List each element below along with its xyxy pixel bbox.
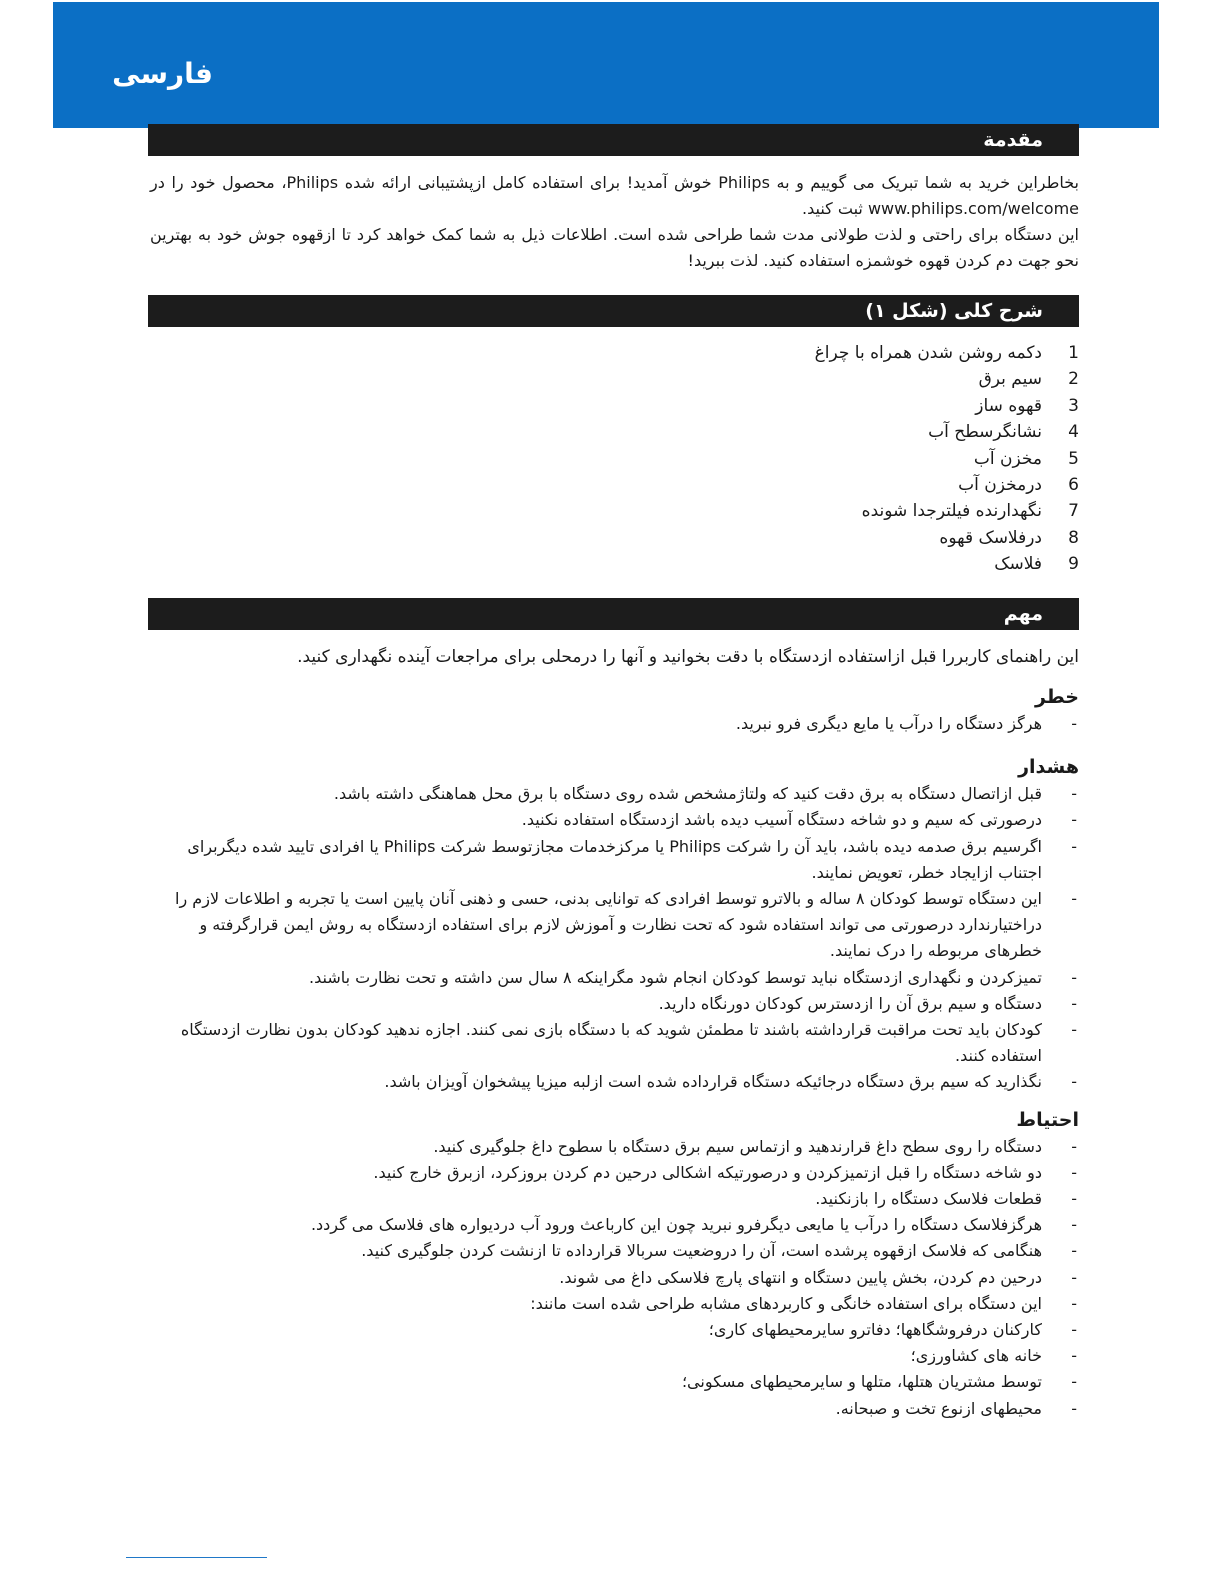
bullet-dash: -	[1071, 784, 1077, 804]
warning-heading: هشدار	[1018, 756, 1079, 779]
bullet-dash: -	[1071, 1293, 1077, 1313]
bullet-dash: -	[1071, 1215, 1077, 1235]
bullet-text: هرگز دستگاه را درآب یا مایع دیگری فرو نبرید.	[735, 714, 1042, 733]
language-header-banner	[53, 2, 1159, 128]
bullet-text: درحین دم کردن، بخش پایین دستگاه و انتهای پارچ فلاسکی داغ می شوند.	[559, 1267, 1042, 1287]
part-label: فلاسک	[994, 554, 1042, 575]
parts-list-item	[150, 498, 1079, 524]
footer-rule	[126, 1557, 267, 1558]
bullet-text: دستگاه را روی سطح داغ قرارندهید و ازتماس سیم برق دستگاه با سطوح داغ جلوگیری کنید.	[433, 1136, 1042, 1156]
bullet-dash: -	[1071, 1346, 1077, 1366]
parts-list	[150, 340, 1079, 578]
bullet-dash: -	[1071, 993, 1077, 1013]
bullet-text: توسط مشتریان هتلها، متلها و سایرمحیطهای مسکونی؛	[681, 1372, 1042, 1392]
part-number: 9	[1068, 554, 1079, 575]
bullet-text: هنگامی که فلاسک ازقهوه پرشده است، آن را دروضعیت سربالا قرارداده تا ازنشت کردن جلوگیری کنید.	[361, 1241, 1042, 1261]
parts-list-item	[150, 340, 1079, 366]
bullet-item	[150, 1317, 1079, 1343]
bullet-text: هرگزفلاسک دستگاه را درآب یا مایعی دیگرفرو نبرید چون این کارباعث ورود آب دردیواره های فلاسک می گردد.	[310, 1215, 1042, 1235]
bullet-text: دستگاه و سیم برق آن را ازدسترس کودکان دورنگاه دارید.	[658, 993, 1042, 1013]
danger-heading: خطر	[1034, 686, 1079, 708]
bullet-item	[150, 1134, 1079, 1160]
parts-list-item	[150, 472, 1079, 498]
bullet-item	[150, 1160, 1079, 1186]
bullet-text: این دستگاه توسط کودکان ۸ ساله و بالاترو توسط افرادی که توانایی بدنی، حسی و ذهنی آنان پایین است یا تجربه و اطلاعات لازم را دراختیارندارد درصورتی می تواند استفاده شود که تحت نظارت و آموزش لازم برای استفاده ازدستگاه به روش ایمن قرارگرفته و خطرهای مربوطه را درک نمایند.	[175, 889, 1042, 961]
parts-list-item	[150, 366, 1079, 392]
bullet-item	[150, 781, 1079, 807]
part-label: دکمه روشن شدن همراه با چراغ	[814, 343, 1042, 363]
bullet-text: اگرسیم برق صدمه دیده باشد، باید آن را شرکت Philips یا مرکزخدمات مجازتوسط شرکت Philips یا افرادی تایید شده دیگربرای اجتناب ازایجاد خطر، تعویض نمایند.	[187, 836, 1042, 882]
bullet-dash: -	[1071, 1241, 1077, 1261]
bullet-text: محیطهای ازنوع تخت و صبحانه.	[835, 1398, 1042, 1418]
parts-list-item	[150, 393, 1079, 419]
bullet-item	[150, 991, 1079, 1017]
bullet-text: کارکنان درفروشگاهها؛ دفاترو سایرمحیطهای کاری؛	[708, 1320, 1042, 1340]
bullet-text: خانه های کشاورزی؛	[910, 1346, 1042, 1366]
important-intro: این راهنمای کاربررا قبل ازاستفاده ازدستگاه با دقت بخوانید و آنها را درمحلی برای مراجعات آینده نگهداری کنید.	[297, 647, 1079, 667]
bullet-item	[150, 1212, 1079, 1238]
part-label: نشانگرسطح آب	[928, 422, 1042, 443]
bullet-dash: -	[1071, 714, 1077, 733]
intro-paragraph-2: این دستگاه برای راحتی و لذت طولانی مدت شما طراحی شده است. اطلاعات ذیل به شما کمک خواهد کرد تا ازقهوه جوش خود به بهترین نحو جهت دم کردن قهوه خوشمزه استفاده کنید. لذت ببرید!	[150, 225, 1079, 270]
section-heading-introduction: مقدمة	[148, 124, 1079, 156]
caution-heading: احتیاط	[1016, 1108, 1079, 1131]
bullet-dash: -	[1071, 1072, 1077, 1092]
part-number: 3	[1068, 395, 1079, 416]
language-title: فارسی	[112, 57, 213, 90]
bullet-item	[150, 1291, 1079, 1317]
part-number: 1	[1068, 343, 1079, 363]
bullet-dash: -	[1071, 1372, 1077, 1392]
part-number: 4	[1068, 422, 1079, 443]
bullet-item	[150, 1343, 1079, 1369]
bullet-dash: -	[1071, 1267, 1077, 1287]
bullet-dash: -	[1071, 836, 1077, 856]
bullet-item	[150, 834, 1079, 886]
part-number: 8	[1068, 527, 1079, 548]
bullet-text: کودکان باید تحت مراقبت قرارداشته باشند تا مطمئن شوید که با دستگاه بازی نمی کنند. اجازه ندهید کودکان بدون نظارت ازدستگاه استفاده کنند.	[180, 1020, 1042, 1066]
part-label: درفلاسک قهوه	[939, 527, 1042, 548]
bullet-item	[150, 1069, 1079, 1095]
intro-paragraph-1: بخاطراین خرید به شما تبریک می گوییم و به Philips خوش آمدید! برای استفاده کامل ازپشتیبانی ارائه شده Philips، محصول خود را در www.philips.com/welcome ثبت کنید.	[150, 173, 1080, 218]
bullet-item	[150, 807, 1079, 833]
parts-list-item	[150, 446, 1079, 472]
bullet-item	[150, 711, 1079, 737]
bullet-item	[150, 886, 1079, 965]
danger-list	[150, 711, 1079, 737]
important-section	[150, 644, 1079, 1422]
section-heading-overview: شرح کلی (شکل ۱)	[148, 295, 1079, 327]
part-number: 6	[1068, 475, 1079, 496]
bullet-text: درصورتی که سیم و دو شاخه دستگاه آسیب دیده باشد ازدستگاه استفاده نکنید.	[521, 810, 1042, 830]
part-label: قهوه ساز	[975, 395, 1042, 416]
bullet-item	[150, 1265, 1079, 1291]
part-label: سیم برق	[978, 369, 1042, 390]
bullet-text: قبل ازاتصال دستگاه به برق دقت کنید که ولتاژمشخص شده روی دستگاه با برق محل هماهنگی داشته باشد.	[333, 784, 1042, 804]
bullet-dash: -	[1071, 1398, 1077, 1418]
bullet-text: دو شاخه دستگاه را قبل ازتمیزکردن و درصورتیکه اشکالی درحین دم کردن بروزکرد، ازبرق خارج کنید.	[373, 1162, 1042, 1182]
bullet-item	[150, 1396, 1079, 1422]
bullet-text: قطعات فلاسک دستگاه را بازنکنید.	[815, 1189, 1042, 1209]
bullet-dash: -	[1071, 1162, 1077, 1182]
introduction-text	[150, 170, 1079, 274]
part-label: مخزن آب	[973, 448, 1042, 469]
bullet-dash: -	[1071, 889, 1077, 909]
parts-list-item	[150, 419, 1079, 445]
section-heading-important: مهم	[148, 598, 1079, 630]
warning-list	[150, 781, 1079, 1095]
part-label: درمخزن آب	[958, 475, 1042, 496]
bullet-dash: -	[1071, 1020, 1077, 1040]
bullet-text: تمیزکردن و نگهداری ازدستگاه نباید توسط کودکان انجام شود مگراینکه ۸ سال سن داشته و تحت نظارت باشند.	[309, 967, 1042, 987]
part-label: نگهدارنده فیلترجدا شونده	[861, 501, 1042, 522]
part-number: 5	[1068, 448, 1079, 469]
bullet-item	[150, 965, 1079, 991]
parts-list-item	[150, 525, 1079, 551]
bullet-text: نگذارید که سیم برق دستگاه درجائیکه دستگاه قرارداده شده است ازلبه میزیا پیشخوان آویزان باشد.	[384, 1072, 1042, 1092]
part-number: 2	[1068, 369, 1079, 390]
parts-list-item	[150, 551, 1079, 577]
caution-list	[150, 1134, 1079, 1422]
bullet-dash: -	[1071, 1320, 1077, 1340]
part-number: 7	[1068, 501, 1079, 522]
bullet-dash: -	[1071, 1189, 1077, 1209]
bullet-dash: -	[1071, 967, 1077, 987]
bullet-item	[150, 1017, 1079, 1069]
bullet-item	[150, 1186, 1079, 1212]
bullet-dash: -	[1071, 1136, 1077, 1156]
bullet-item	[150, 1238, 1079, 1264]
bullet-dash: -	[1071, 810, 1077, 830]
bullet-text: این دستگاه برای استفاده خانگی و کاربردهای مشابه طراحی شده است مانند:	[530, 1293, 1042, 1313]
bullet-item	[150, 1369, 1079, 1395]
